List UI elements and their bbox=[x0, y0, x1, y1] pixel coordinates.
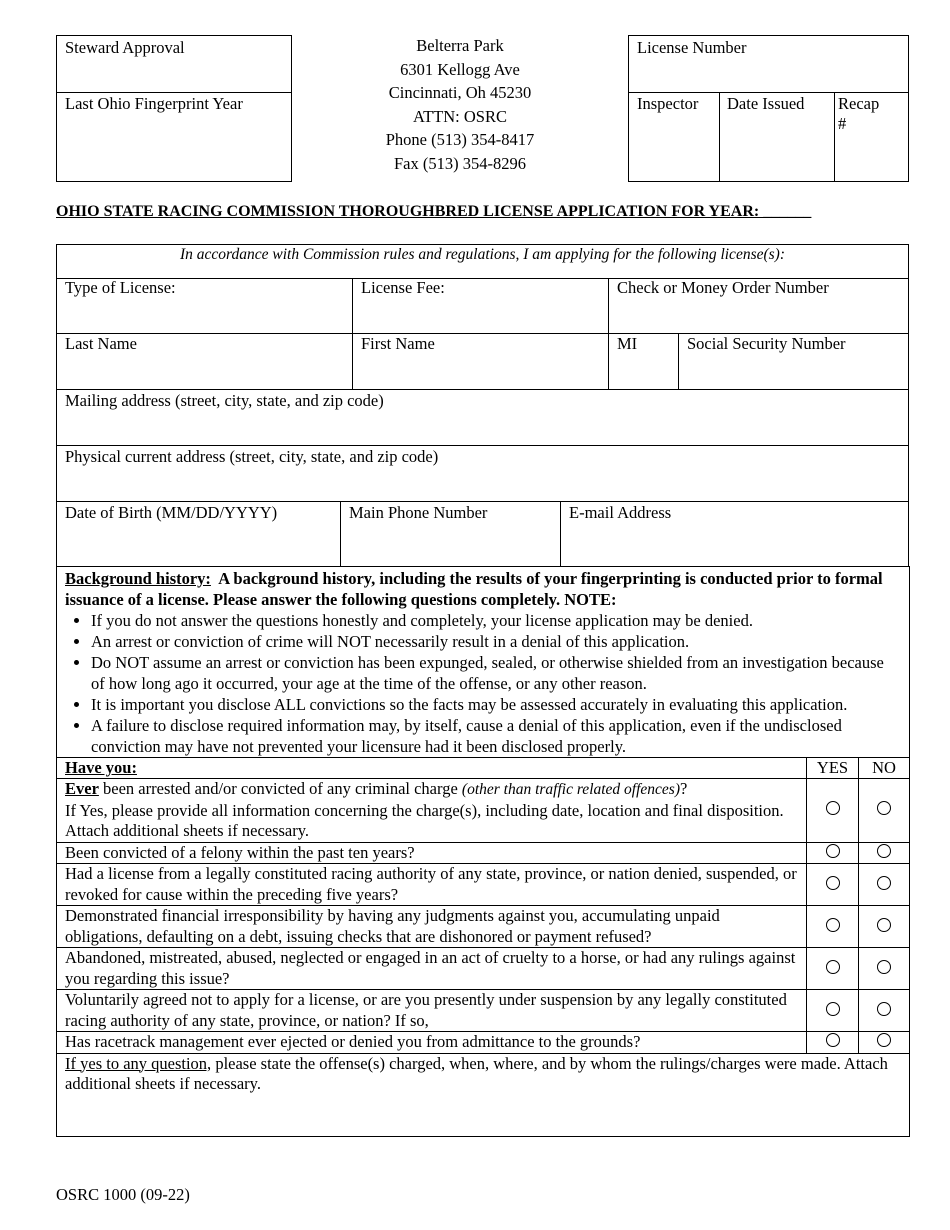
physical-address-label: Physical current address (street, city, state, and zip code) bbox=[65, 447, 439, 466]
background-heading: Background history: bbox=[65, 569, 211, 588]
no-radio[interactable] bbox=[877, 876, 891, 890]
inspector-field[interactable] bbox=[629, 92, 720, 182]
question-row bbox=[57, 842, 910, 864]
dob-field[interactable] bbox=[57, 502, 341, 566]
question-text: Had a license from a legally constituted racing authority of any state, province, or nation denied, suspended, or revoked for cause within the preceding five years? bbox=[57, 864, 807, 906]
address-line: ATTN: OSRC bbox=[413, 106, 507, 126]
no-radio[interactable] bbox=[877, 960, 891, 974]
physical-address-field[interactable] bbox=[57, 446, 908, 502]
yes-cell bbox=[807, 906, 859, 948]
question-1-text bbox=[57, 779, 807, 843]
explanation-row[interactable] bbox=[57, 1053, 910, 1136]
explanation-underlined: If yes to any question, bbox=[65, 1053, 212, 1073]
office-use-box bbox=[628, 35, 909, 182]
question-row bbox=[57, 864, 910, 906]
phone-field[interactable] bbox=[341, 502, 561, 566]
have-you-label: Have you: bbox=[57, 758, 807, 779]
yes-radio[interactable] bbox=[826, 1002, 840, 1016]
ssn-label: Social Security Number bbox=[687, 334, 846, 353]
question-1-followup: If Yes, please provide all information concerning the charge(s), including date, location and final disposition. Attach additional sheets if necessary. bbox=[65, 800, 784, 840]
address-line: Belterra Park bbox=[416, 36, 504, 55]
background-notice-row bbox=[57, 567, 910, 758]
no-cell bbox=[859, 1032, 910, 1054]
fingerprint-year-field[interactable] bbox=[57, 92, 291, 182]
license-fee-field[interactable] bbox=[353, 278, 609, 334]
question-1-italic: (other than traffic related offences) bbox=[461, 781, 681, 798]
question-row bbox=[57, 990, 910, 1032]
date-issued-field[interactable] bbox=[719, 92, 835, 182]
background-table bbox=[56, 566, 910, 1137]
explanation-text: please state the offense(s) charged, when, where, and by whom the rulings/charges were made. Attach additional sheets if necessary. bbox=[65, 1053, 888, 1093]
no-cell bbox=[859, 779, 910, 843]
question-text: Has racetrack management ever ejected or denied you from admittance to the grounds? bbox=[57, 1032, 807, 1054]
type-of-license-field[interactable] bbox=[57, 278, 353, 334]
yes-radio[interactable] bbox=[826, 876, 840, 890]
inspector-label: Inspector bbox=[637, 94, 699, 113]
last-name-label: Last Name bbox=[65, 334, 137, 353]
no-cell bbox=[859, 990, 910, 1032]
yes-cell bbox=[807, 842, 859, 864]
no-radio[interactable] bbox=[877, 844, 891, 858]
questions-header-row bbox=[57, 758, 910, 779]
steward-box bbox=[56, 35, 292, 182]
mi-field[interactable] bbox=[609, 334, 679, 390]
no-radio[interactable] bbox=[877, 1033, 891, 1047]
question-row bbox=[57, 906, 910, 948]
question-text: Been convicted of a felony within the past ten years? bbox=[57, 842, 807, 864]
yes-cell bbox=[807, 990, 859, 1032]
list-item: • It is important you disclose ALL convictions so the facts may be assessed accurately in evaluating this application. bbox=[91, 694, 901, 715]
steward-approval-field[interactable] bbox=[57, 36, 291, 93]
question-text: Demonstrated financial irresponsibility by having any judgments against you, accumulating unpaid obligations, defaulting on a debt, issuing checks that are dishonored or payment refused? bbox=[57, 906, 807, 948]
dob-label: Date of Birth (MM/DD/YYYY) bbox=[65, 503, 278, 522]
check-number-label: Check or Money Order Number bbox=[617, 278, 829, 297]
intro-line: In accordance with Commission rules and regulations, I am applying for the following license(s): bbox=[57, 245, 908, 279]
date-issued-label: Date Issued bbox=[727, 94, 805, 113]
license-fee-label: License Fee: bbox=[361, 278, 445, 297]
list-item: • An arrest or conviction of crime will NOT necessarily result in a denial of this application. bbox=[91, 631, 901, 652]
mailing-address-label: Mailing address (street, city, state, and zip code) bbox=[65, 391, 384, 410]
no-cell bbox=[859, 842, 910, 864]
no-cell bbox=[859, 948, 910, 990]
address-line: Fax (513) 354-8296 bbox=[394, 153, 526, 173]
no-radio[interactable] bbox=[877, 801, 891, 815]
background-section bbox=[56, 566, 909, 1137]
recap-label: Recap # bbox=[838, 94, 880, 133]
yes-cell bbox=[807, 864, 859, 906]
first-name-field[interactable] bbox=[353, 334, 609, 390]
email-field[interactable] bbox=[561, 502, 908, 566]
no-cell bbox=[859, 864, 910, 906]
yes-radio[interactable] bbox=[826, 844, 840, 858]
recap-field[interactable] bbox=[834, 92, 909, 182]
yes-radio[interactable] bbox=[826, 918, 840, 932]
no-cell bbox=[859, 906, 910, 948]
type-of-license-label: Type of License: bbox=[65, 278, 176, 297]
question-row bbox=[57, 948, 910, 990]
license-number-field[interactable] bbox=[629, 36, 908, 93]
no-column-header: NO bbox=[859, 758, 910, 779]
office-address bbox=[330, 34, 590, 175]
yes-cell bbox=[807, 1032, 859, 1054]
background-intro bbox=[65, 568, 901, 610]
license-number-label: License Number bbox=[637, 38, 747, 57]
yes-radio[interactable] bbox=[826, 1033, 840, 1047]
yes-radio[interactable] bbox=[826, 801, 840, 815]
applicant-info-box bbox=[56, 244, 909, 567]
form-title: OHIO STATE RACING COMMISSION THOROUGHBRED LICENSE APPLICATION FOR YEAR: ______ bbox=[56, 203, 812, 220]
steward-approval-label: Steward Approval bbox=[65, 38, 185, 57]
check-number-field[interactable] bbox=[609, 278, 908, 334]
list-item: • If you do not answer the questions honestly and completely, your license application may be denied. bbox=[91, 610, 901, 631]
question-1-ever: Ever bbox=[65, 779, 99, 798]
question-1-text-a: been arrested and/or convicted of any criminal charge bbox=[98, 779, 462, 798]
question-row bbox=[57, 1032, 910, 1054]
background-intro-text: A background history, including the results of your fingerprinting is conducted prior to formal issuance of a license. Please answer the following questions completely. NOTE: bbox=[65, 569, 883, 609]
list-item: • Do NOT assume an arrest or conviction has been expunged, sealed, or otherwise shielded from an investigation because of how long ago it occurred, your age at the time of the offense, or any other reason. bbox=[91, 652, 901, 694]
yes-radio[interactable] bbox=[826, 960, 840, 974]
address-line: Cincinnati, Oh 45230 bbox=[388, 83, 532, 102]
yes-cell bbox=[807, 779, 859, 843]
background-bullets bbox=[65, 610, 901, 757]
no-radio[interactable] bbox=[877, 918, 891, 932]
form-number: OSRC 1000 (09-22) bbox=[56, 1185, 190, 1204]
no-radio[interactable] bbox=[877, 1002, 891, 1016]
explanation-field[interactable] bbox=[57, 1053, 910, 1136]
question-text: Voluntarily agreed not to apply for a license, or are you presently under suspension by any legally constituted racing authority of any state, province, or nation? If so, bbox=[57, 990, 807, 1032]
question-1-text-b: ? bbox=[680, 779, 688, 798]
address-line: 6301 Kellogg Ave bbox=[400, 59, 520, 79]
mailing-address-field[interactable] bbox=[57, 390, 908, 446]
yes-cell bbox=[807, 948, 859, 990]
yes-column-header: YES bbox=[807, 758, 859, 779]
first-name-label: First Name bbox=[361, 334, 435, 353]
phone-label: Main Phone Number bbox=[349, 503, 488, 522]
last-name-field[interactable] bbox=[57, 334, 353, 390]
question-text: Abandoned, mistreated, abused, neglected or engaged in an act of cruelty to a horse, or had any rulings against you regarding this issue? bbox=[57, 948, 807, 990]
fingerprint-year-label: Last Ohio Fingerprint Year bbox=[65, 94, 243, 113]
mi-label: MI bbox=[617, 334, 638, 353]
list-item: • A failure to disclose required information may, by itself, cause a denial of this application, even if the undisclosed conviction may have not prevented your licensure had it been disclosed properly. bbox=[91, 715, 901, 757]
email-label: E-mail Address bbox=[569, 503, 672, 522]
ssn-field[interactable] bbox=[679, 334, 908, 390]
question-row bbox=[57, 779, 910, 843]
address-line: Phone (513) 354-8417 bbox=[385, 130, 535, 149]
